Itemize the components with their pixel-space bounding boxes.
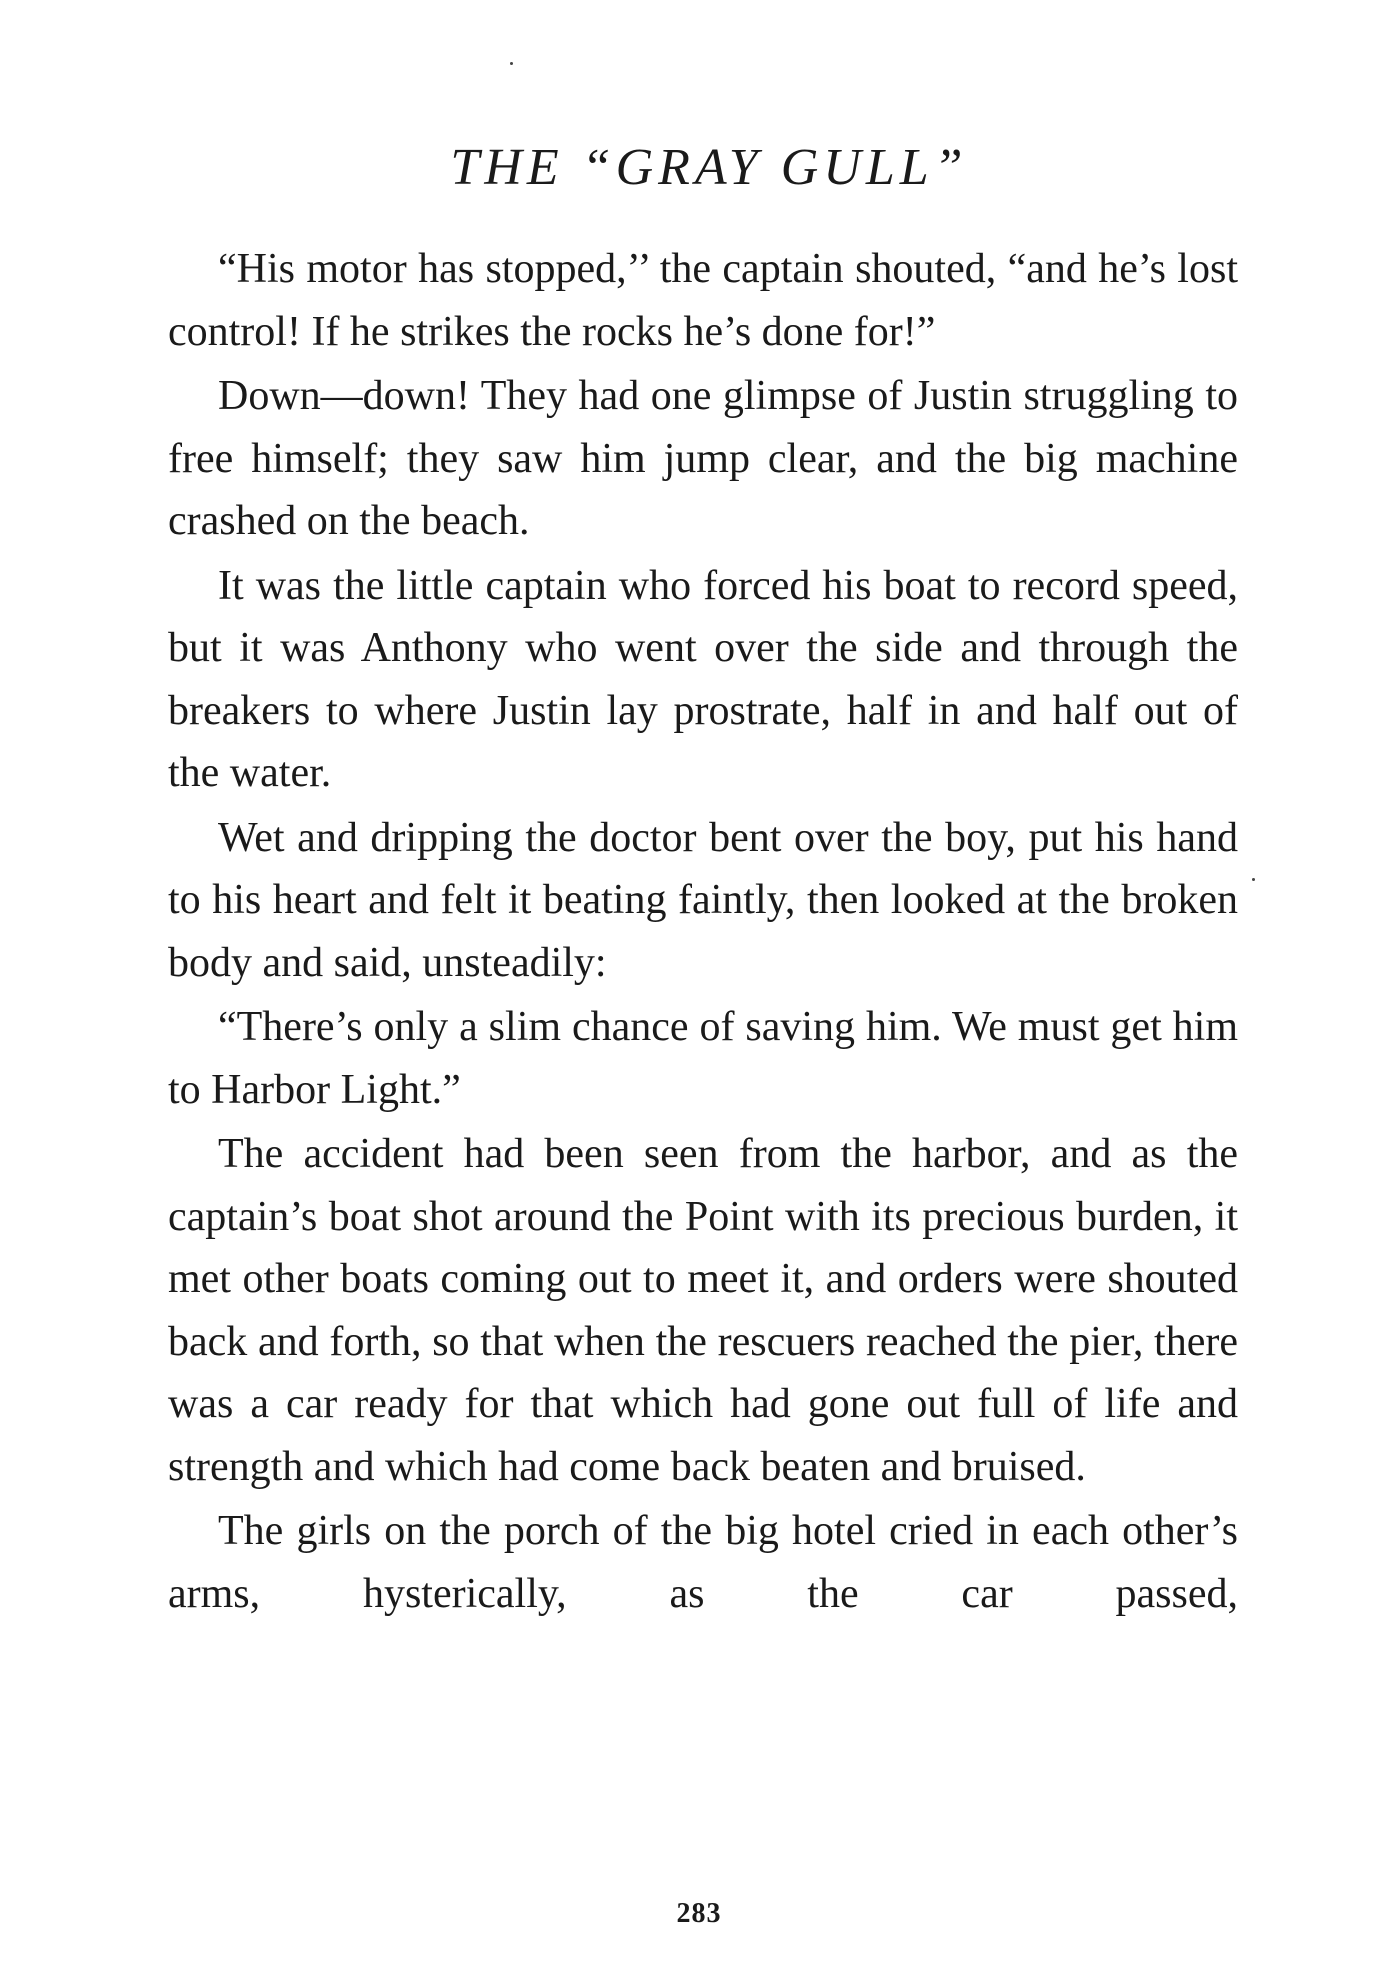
paragraph-3: It was the little captain who forced his boat to record speed, but it was Anthony who went over the side and through the breakers to where Justin lay prostrate, half in and half out of the water. — [168, 562, 1238, 796]
paragraph-5: “There’s only a slim chance of saving him. We must get him to Harbor Light.” — [168, 1004, 1238, 1113]
print-speck — [510, 62, 513, 65]
paragraph-4: Wet and dripping the doctor bent over the boy, put his hand to his heart and felt it beating faintly, then looked at the broken body and said, unsteadily: — [168, 814, 1238, 986]
running-head: THE “GRAY GULL” — [450, 139, 968, 196]
paragraph-7: The girls on the porch of the big hotel cried in each other’s arms, hysterically, as the car passed, — [168, 1508, 1238, 1617]
paragraph-1: “His motor has stopped,’’ the captain shouted, “and he’s lost control! If he strikes the rocks he’s done for!” — [168, 246, 1238, 355]
paragraph-6: The accident had been seen from the harbor, and as the captain’s boat shot around the Point with its precious burden, it met other boats coming out to meet it, and orders were shouted back and forth, so that when the rescuers reached the pier, there was a car ready for that which had gone out full of life and strength and which had come back beaten and bruised. — [168, 1131, 1238, 1490]
print-speck — [1252, 878, 1255, 881]
paragraph-2: Down—down! They had one glimpse of Justin struggling to free himself; they saw him jump clear, and the big machine crashed on the beach. — [168, 373, 1238, 544]
page-number: 283 — [676, 1898, 722, 1929]
body-text — [168, 238, 1238, 1627]
